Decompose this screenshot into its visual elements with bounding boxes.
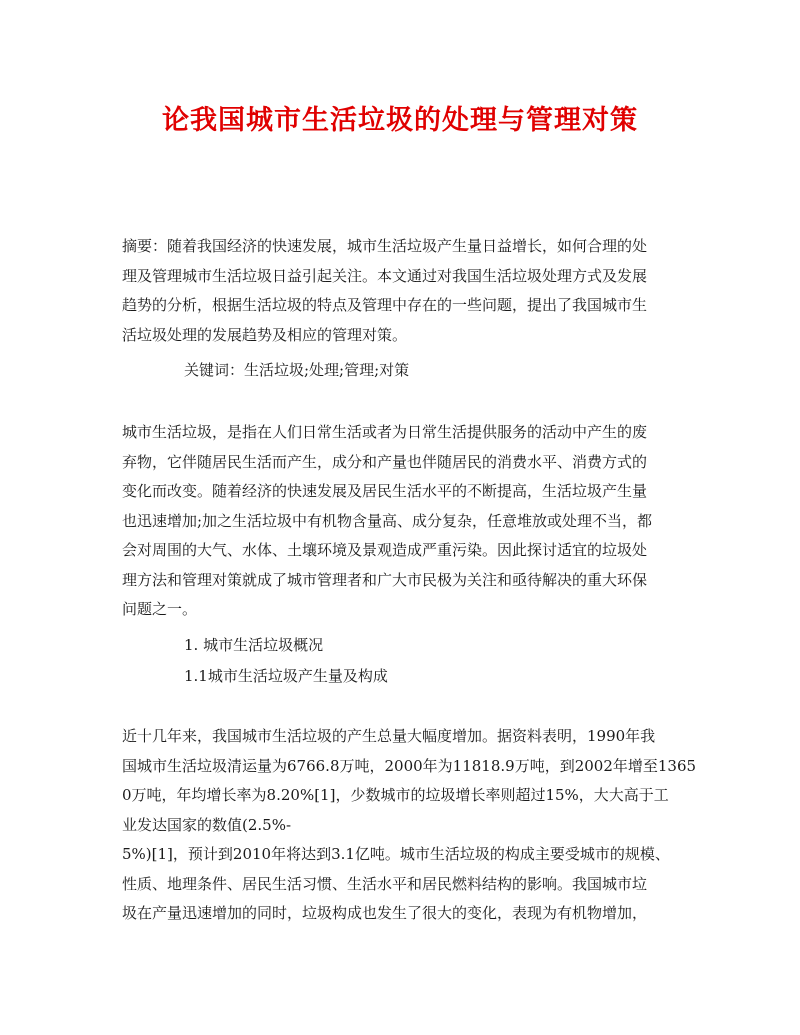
intro-line: 问题之一。 (122, 600, 198, 618)
section-1-1-line: 圾在产量迅速增加的同时，垃圾构成也发生了很大的变化，表现为有机物增加， (122, 904, 648, 922)
abstract-line: 趋势的分析，根据生活垃圾的特点及管理中存在的一些问题，提出了我国城市生 (122, 296, 648, 314)
intro-line: 变化而改变。随着经济的快速发展及居民生活水平的不断提高，生活垃圾产生量 (122, 482, 648, 500)
section-1-1-line: 近十几年来，我国城市生活垃圾的产生总量大幅度增加。据资料表明，1990年我 (122, 727, 656, 745)
section-1-heading: 1. 城市生活垃圾概况 (184, 636, 324, 654)
section-1-1-line: 业发达国家的数值(2.5%- (122, 815, 292, 834)
section-1-1-heading: 1.1城市生活垃圾产生量及构成 (184, 667, 388, 685)
section-1-1-line: 5%)[1]，预计到2010年将达到3.1亿吨。城市生活垃圾的构成主要受城市的规模、 (122, 845, 670, 863)
section-1-1-line: 国城市生活垃圾清运量为6766.8万吨，2000年为11818.9万吨，到2002年增至1365 (122, 756, 697, 775)
keywords-line: 关键词：生活垃圾;处理;管理;对策 (184, 361, 410, 379)
abstract-paragraph (122, 232, 682, 350)
section-1-1-paragraph (122, 722, 697, 929)
intro-line: 城市生活垃圾，是指在人们日常生活或者为日常生活提供服务的活动中产生的废 (122, 423, 648, 441)
document-title: 论我国城市生活垃圾的处理与管理对策 (162, 105, 638, 136)
section-1-1-line: 性质、地理条件、居民生活习惯、生活水平和居民燃料结构的影响。我国城市垃 (122, 874, 648, 893)
intro-line: 弃物，它伴随居民生活而产生，成分和产量也伴随居民的消费水平、消费方式的 (122, 452, 648, 471)
section-1-1-line: 0万吨，年均增长率为8.20%[1]，少数城市的垃圾增长率则超过15%，大大高于工 (122, 786, 669, 804)
abstract-line: 活垃圾处理的发展趋势及相应的管理对策。 (122, 325, 408, 344)
intro-line: 理方法和管理对策就成了城市管理者和广大市民极为关注和亟待解决的重大环保 (122, 570, 648, 589)
intro-paragraph (122, 418, 682, 625)
abstract-line: 理及管理城市生活垃圾日益引起关注。本文通过对我国生活垃圾处理方式及发展 (122, 266, 648, 285)
abstract-line: 摘要：随着我国经济的快速发展，城市生活垃圾产生量日益增长，如何合理的处 (122, 237, 648, 255)
intro-line: 会对周围的大气、水体、土壤环境及景观造成严重污染。因此探讨适宜的垃圾处 (122, 541, 648, 559)
intro-line: 也迅速增加;加之生活垃圾中有机物含量高、成分复杂，任意堆放或处理不当，都 (122, 511, 653, 530)
